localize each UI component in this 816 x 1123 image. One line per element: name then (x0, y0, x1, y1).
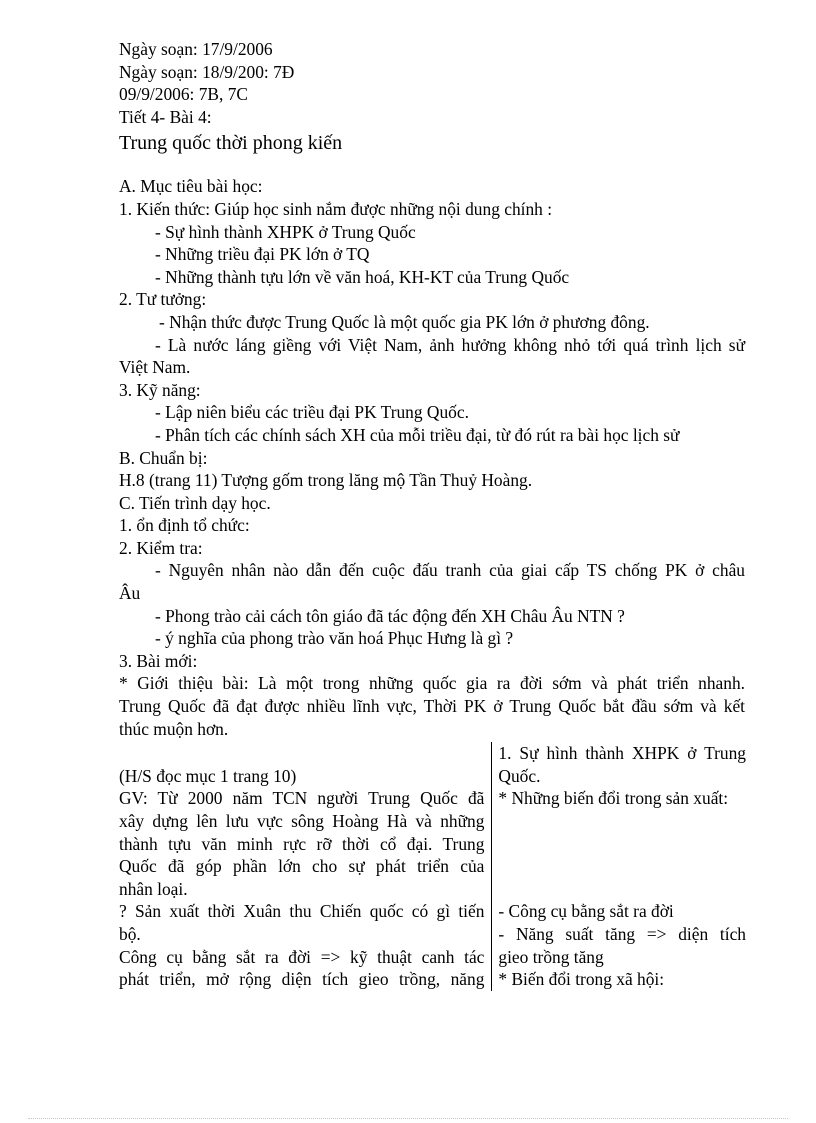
attitude-item: - Nhận thức được Trung Quốc là một quốc gia PK lớn ở phương đông. (159, 311, 650, 332)
step-1: 1. ổn định tổ chức: (119, 515, 250, 536)
page-bottom-dotted-border (28, 1118, 788, 1119)
review-question-cont: Âu (119, 583, 141, 604)
teach-date-classes: 09/9/2006: 7B, 7C (119, 84, 248, 105)
knowledge-item: - Những triều đại PK lớn ở TQ (155, 244, 370, 265)
section-a-heading: A. Mục tiêu bài học: (119, 176, 263, 197)
intro-line: * Giới thiệu bài: Là một trong những quốc gia ra đời sớm và phát triển nhanh. (119, 673, 745, 694)
lesson-number: Tiết 4- Bài 4: (119, 106, 212, 127)
knowledge-heading: 1. Kiến thức: Giúp học sinh nắm được những nội dung chính : (119, 198, 553, 219)
intro-line: Trung Quốc đã đạt được nhiều lĩnh vực, Thời PK ở Trung Quốc bắt đầu sớm và kết (119, 696, 745, 717)
content-item: - Công cụ bằng sắt ra đời (498, 901, 674, 922)
teacher-text: xây dựng lên lưu vực sông Hoàng Hà và những (119, 811, 485, 831)
review-question: - ý nghĩa của phong trào văn hoá Phục Hưng là gì ? (155, 628, 514, 649)
content-column (491, 742, 746, 991)
attitude-item: - Là nước láng giềng với Việt Nam, ảnh hưởng không nhỏ tới quá trình lịch sử (155, 334, 745, 355)
content-item-cont: gieo trồng tăng (498, 946, 604, 967)
content-heading-cont: Quốc. (498, 765, 541, 786)
intro-line: thúc muộn hơn. (119, 718, 229, 739)
content-heading: 1. Sự hình thành XHPK ở Trung (498, 743, 746, 764)
lesson-title: Trung quốc thời phong kiến (119, 132, 343, 155)
question-text: bộ. (119, 923, 141, 944)
review-question: - Phong trào cải cách tôn giáo đã tác động đến XH Châu Âu NTN ? (155, 605, 625, 626)
skills-item: - Lập niên biểu các triều đại PK Trung Quốc. (155, 402, 469, 423)
knowledge-item: - Những thành tựu lớn về văn hoá, KH-KT của Trung Quốc (155, 266, 570, 287)
knowledge-item: - Sự hình thành XHPK ở Trung Quốc (155, 221, 416, 242)
review-question: - Nguyên nhân nào dẫn đến cuộc đấu tranh của giai cấp TS chống PK ở châu (155, 560, 745, 581)
attitude-item-cont: Việt Nam. (119, 357, 191, 378)
content-subheading: * Biến đổi trong xã hội: (498, 969, 665, 990)
content-subheading: * Những biến đổi trong sản xuất: (498, 788, 729, 809)
answer-text: Công cụ bằng sắt ra đời => kỹ thuật canh tác (119, 946, 485, 967)
reading-instruction: (H/S đọc mục 1 trang 10) (119, 765, 297, 786)
answer-text: phát triển, mở rộng diện tích gieo trồng, năng (119, 969, 485, 990)
content-item: - Năng suất tăng => diện tích (498, 923, 746, 944)
question-text: ? Sản xuất thời Xuân thu Chiến quốc có gì tiến (119, 901, 485, 922)
prep-date-1: Ngày soạn: 17/9/2006 (119, 39, 273, 59)
lesson-plan-page (119, 38, 745, 991)
teacher-text: thành tựu văn minh rực rỡ thời cổ đại. Trung (119, 833, 485, 854)
teacher-text: nhân loại. (119, 878, 188, 899)
skills-heading: 3. Kỹ năng: (119, 379, 201, 400)
step-3: 3. Bài mới: (119, 650, 198, 671)
section-c-heading: C. Tiến trình dạy học. (119, 492, 271, 513)
prep-date-2: Ngày soạn: 18/9/200: 7Đ (119, 61, 295, 82)
teacher-student-column (119, 742, 491, 991)
preparation-item: H.8 (trang 11) Tượng gốm trong lăng mộ Tần Thuỷ Hoàng. (119, 470, 533, 491)
skills-item: - Phân tích các chính sách XH của mỗi triều đại, từ đó rút ra bài học lịch sử (155, 424, 680, 445)
step-2: 2. Kiểm tra: (119, 537, 203, 558)
attitude-heading: 2. Tư tưởng: (119, 289, 207, 310)
section-b-heading: B. Chuẩn bị: (119, 447, 208, 468)
activity-table (119, 742, 746, 991)
teacher-text: Quốc đã góp phần lớn cho sự phát triển của (119, 856, 485, 877)
teacher-text: GV: Từ 2000 năm TCN người Trung Quốc đã (119, 788, 485, 809)
